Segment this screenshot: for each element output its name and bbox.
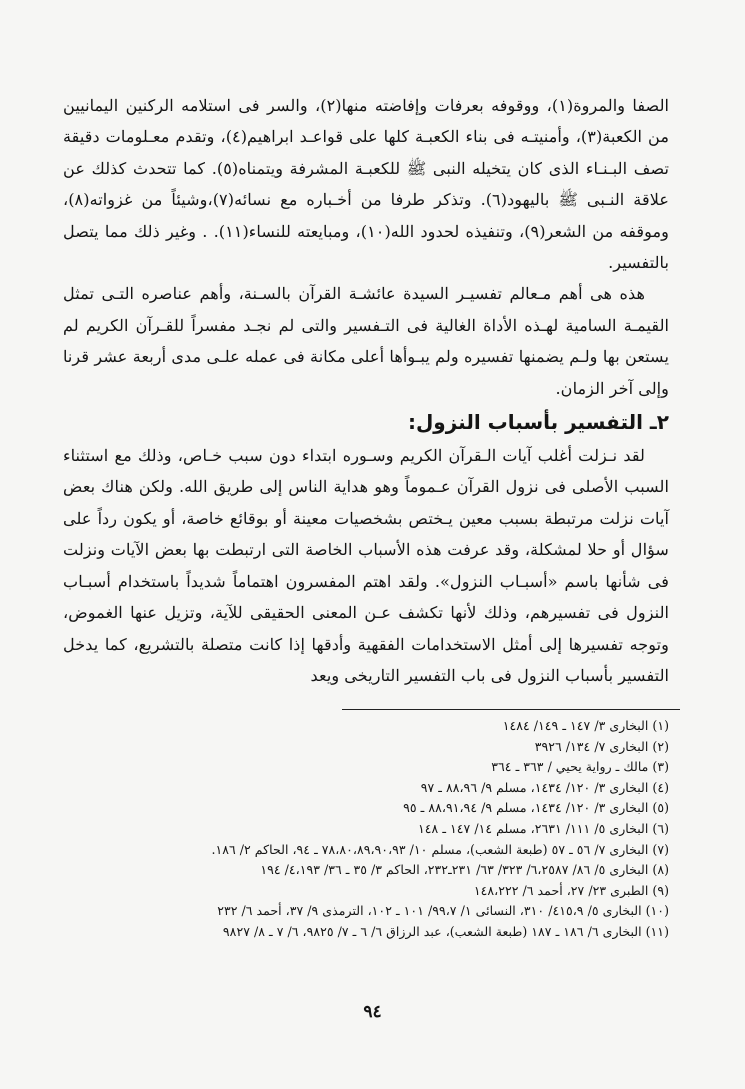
section-heading: ٢ـ التفسير بأسباب النزول: — [407, 410, 669, 435]
footnote: (١٠) البخارى ٥/ ٤١٥،٩/ ٣١٠، النسائى ١/ ٩٩،٧/ ١٠١ ـ ١٠٢، الترمذى ٩/ ٣٧، أحمد ٦/ ٢٣٢ — [217, 903, 669, 919]
footnote: (٩) الطبرى ٢٣/ ٢٧، أحمد ٦/ ١٤٨،٢٢٢ — [473, 882, 669, 898]
footnote: (٣) مالك ـ رواية يحيي / ٣٦٣ ـ ٣٦٤ — [491, 759, 669, 775]
footnote: (٦) البخارى ٥/ ١١١/ ٢٦٣١، مسلم ١٤/ ١٤٧ ـ ١٤٨ — [418, 820, 669, 836]
footnote: (٨) البخارى ٥/ ٨٦/ ٦،٢٥٨٧/ ٣٢٣/ ٦٣/ ٢٣١ـ٢٣٢، الحاكم ٣/ ٣٥ ـ ٣٦/ ٤،١٩٣/ ١٩٤ — [260, 862, 669, 878]
footnote: (١) البخارى ٣/ ١٤٧ ـ ١٤٩/ ١٤٨٤ — [502, 718, 669, 733]
footnote: (٤) البخارى ٣/ ١٢٠/ ١٤٣٤، مسلم ٩/ ٨٨،٩٦ ـ ٩٧ — [420, 779, 669, 795]
footnotes — [120, 716, 669, 943]
footnote: (٧) البخارى ٧/ ٥٦ ـ ٥٧ (طبعة الشعب)، مسلم ١٠/ ٧٨،٨٠،٨٩،٩٠،٩٣ ـ ٩٤، الحاكم ٢/ ١٨٦. — [211, 841, 669, 857]
footnote-divider — [342, 709, 680, 710]
footnote: (٢) البخارى ٧/ ١٣٤/ ٣٩٢٦ — [534, 738, 669, 754]
footnote: (٥) البخارى ٣/ ١٢٠/ ١٤٣٤، مسلم ٩/ ٨٨،٩١،٩٤ ـ ٩٥ — [403, 800, 669, 816]
footnote: (١١) البخارى ٦/ ١٨٦ ـ ١٨٧ (طبعة الشعب)، عبد الرزاق ٦/ ٦ ـ ٧/ ٩٨٢٥، ٦/ ٧ ـ ٨/ ٩٨٢٧ — [222, 923, 669, 939]
paragraph-asbab-al-nuzul: لقد نـزلت أغلب آيات الـقرآن الكريم وسـوره ابتداء دون سبب خـاص، وذلك مع استثناء السبب الأصلى فى نزول القرآن عـموماً وهو هداية الناس إلى طريق الله. ولكن هناك بعض آيات نزلت مرتبطة بسبب معين يـختص بشخصيات معينة أو بوقائع خاصة، أو يكون رداً على سؤال أو حلا لمشكلة، وقد عرفت هذه الأسباب الخاصة التى ارتبطت بها بعض الآيات ونزلت فى شأنها باسم «أسبـاب النزول». ولقد اهتم المفسرون اهتماماً شديداً باستخدام أسبـاب النزول فى تفسيرهم، وذلك لأنها تكشف عـن المعنى الحقيقى للآية، وتزيل عنها الغموض، وتوجه تفسيرها إلى أمثل الاستخدامات الفقهية وأدقها إذا كانت متصلة بالتشريع، كما يدخل التفسير بأسباب النزول فى باب التفسير التاريخى ويعد — [63, 446, 669, 685]
page-number: ٩٤ — [363, 1002, 382, 1022]
main-text — [63, 90, 669, 691]
paragraph-aisha-hadith-topics: الصفا والمروة(١)، ووقوفه بعرفات وإفاضته منها(٢)، والسر فى استلامه الركنين اليمانيين من الكعبة(٣)، وأمنيتـه فى بناء الكعبـة كلها على قواعـد ابراهيم(٤)، وتقدم معـلومات دقيقة تصف البـنـاء الذى كان يتخيله النبى ﷺ للكعبـة المشرفة ويتمناه(٥). كما تتحدث كذلك عن علاقة النـبى ﷺ باليهود(٦). وتذكر طرفا من أخـباره مع نسائه(٧)،وشيئاً من غزواته(٨)، وموقفه من الشعر(٩)، وتنفيذه لحدود الله(١٠)، ومبايعته للنساء(١١). . وغير ذلك مما يتصل بالتفسير. — [63, 96, 670, 273]
paragraph-tafsir-by-sunnah-summary: هذه هى أهم مـعالم تفسيـر السيدة عائشـة القرآن بالسـنة، وأهم عناصره التـى تمثل القيمـة السامية لهـذه الأداة الغالية فى التـفسير والتى لم نجـد مفسراً للقـرآن الكريم لم يستعن بها ولـم يضمنها تفسيره ولم يبـوأها أعلى مكانة فى عمله علـى مدى أربعة عشر قرنا وإلى آخر الزمان. — [63, 284, 669, 398]
